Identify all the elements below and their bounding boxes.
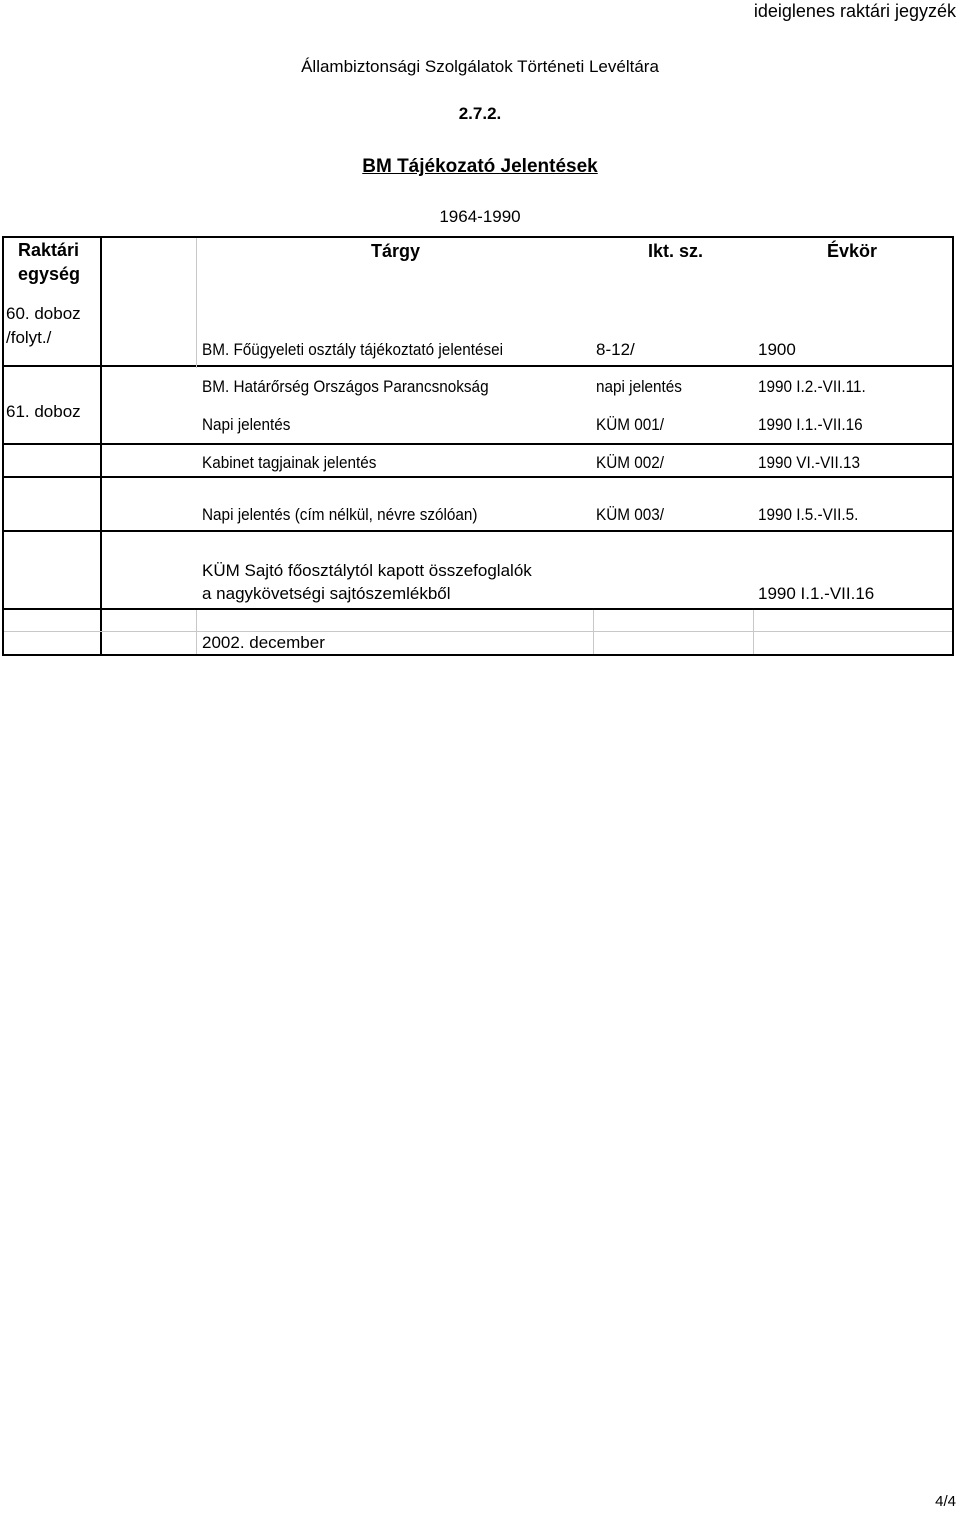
column-header-unit-line1: Raktári (18, 240, 80, 260)
document-date: 2002. december (202, 633, 325, 652)
year-range: 1964-1990 (439, 207, 521, 226)
row-3-ikt: KÜM 002/ (596, 453, 665, 472)
row-3-period: 1990 VI.-VII.13 (758, 453, 861, 472)
row-2-subject: Napi jelentés (202, 415, 291, 434)
page-number: 4/4 (935, 1493, 956, 1510)
row-0-subject: BM. Főügyeleti osztály tájékoztató jelentései (202, 340, 504, 359)
column-header-ikt: Ikt. sz. (648, 241, 704, 261)
unit-61-line1: 61. doboz (6, 402, 81, 421)
column-header-period: Évkör (827, 241, 878, 261)
row-1-period: 1990 I.2.-VII.11. (758, 377, 866, 396)
row-2-ikt: KÜM 001/ (596, 415, 665, 434)
document-type-label: ideiglenes raktári jegyzék (753, 1, 956, 21)
row-5-subject-line1: KÜM Sajtó főosztálytól kapott összefoglalók (202, 561, 532, 580)
section-number: 2.7.2. (458, 104, 502, 123)
column-header-subject: Tárgy (371, 241, 421, 261)
unit-60-line1: 60. doboz (6, 304, 81, 323)
row-1-subject: BM. Határőrség Országos Parancsnokság (202, 377, 489, 396)
row-4-subject: Napi jelentés (cím nélkül, névre szólóan) (202, 505, 478, 524)
row-1-ikt: napi jelentés (596, 377, 682, 396)
archive-name: Állambiztonsági Szolgálatok Történeti Levéltára (301, 57, 659, 76)
column-header-unit-line2: egység (18, 264, 81, 284)
row-4-period: 1990 I.5.-VII.5. (758, 505, 859, 524)
row-4-ikt: KÜM 003/ (596, 505, 665, 524)
row-0-period: 1900 (758, 340, 796, 359)
row-2-period: 1990 I.1.-VII.16 (758, 415, 863, 434)
row-0-ikt: 8-12/ (596, 340, 635, 359)
row-5-period: 1990 I.1.-VII.16 (758, 584, 875, 603)
row-3-subject: Kabinet tagjainak jelentés (202, 453, 377, 472)
row-5-subject-line2: a nagykövetségi sajtószemlékből (202, 584, 451, 603)
document-title: BM Tájékozató Jelentések (362, 156, 598, 177)
unit-60-line2: /folyt./ (6, 328, 52, 347)
